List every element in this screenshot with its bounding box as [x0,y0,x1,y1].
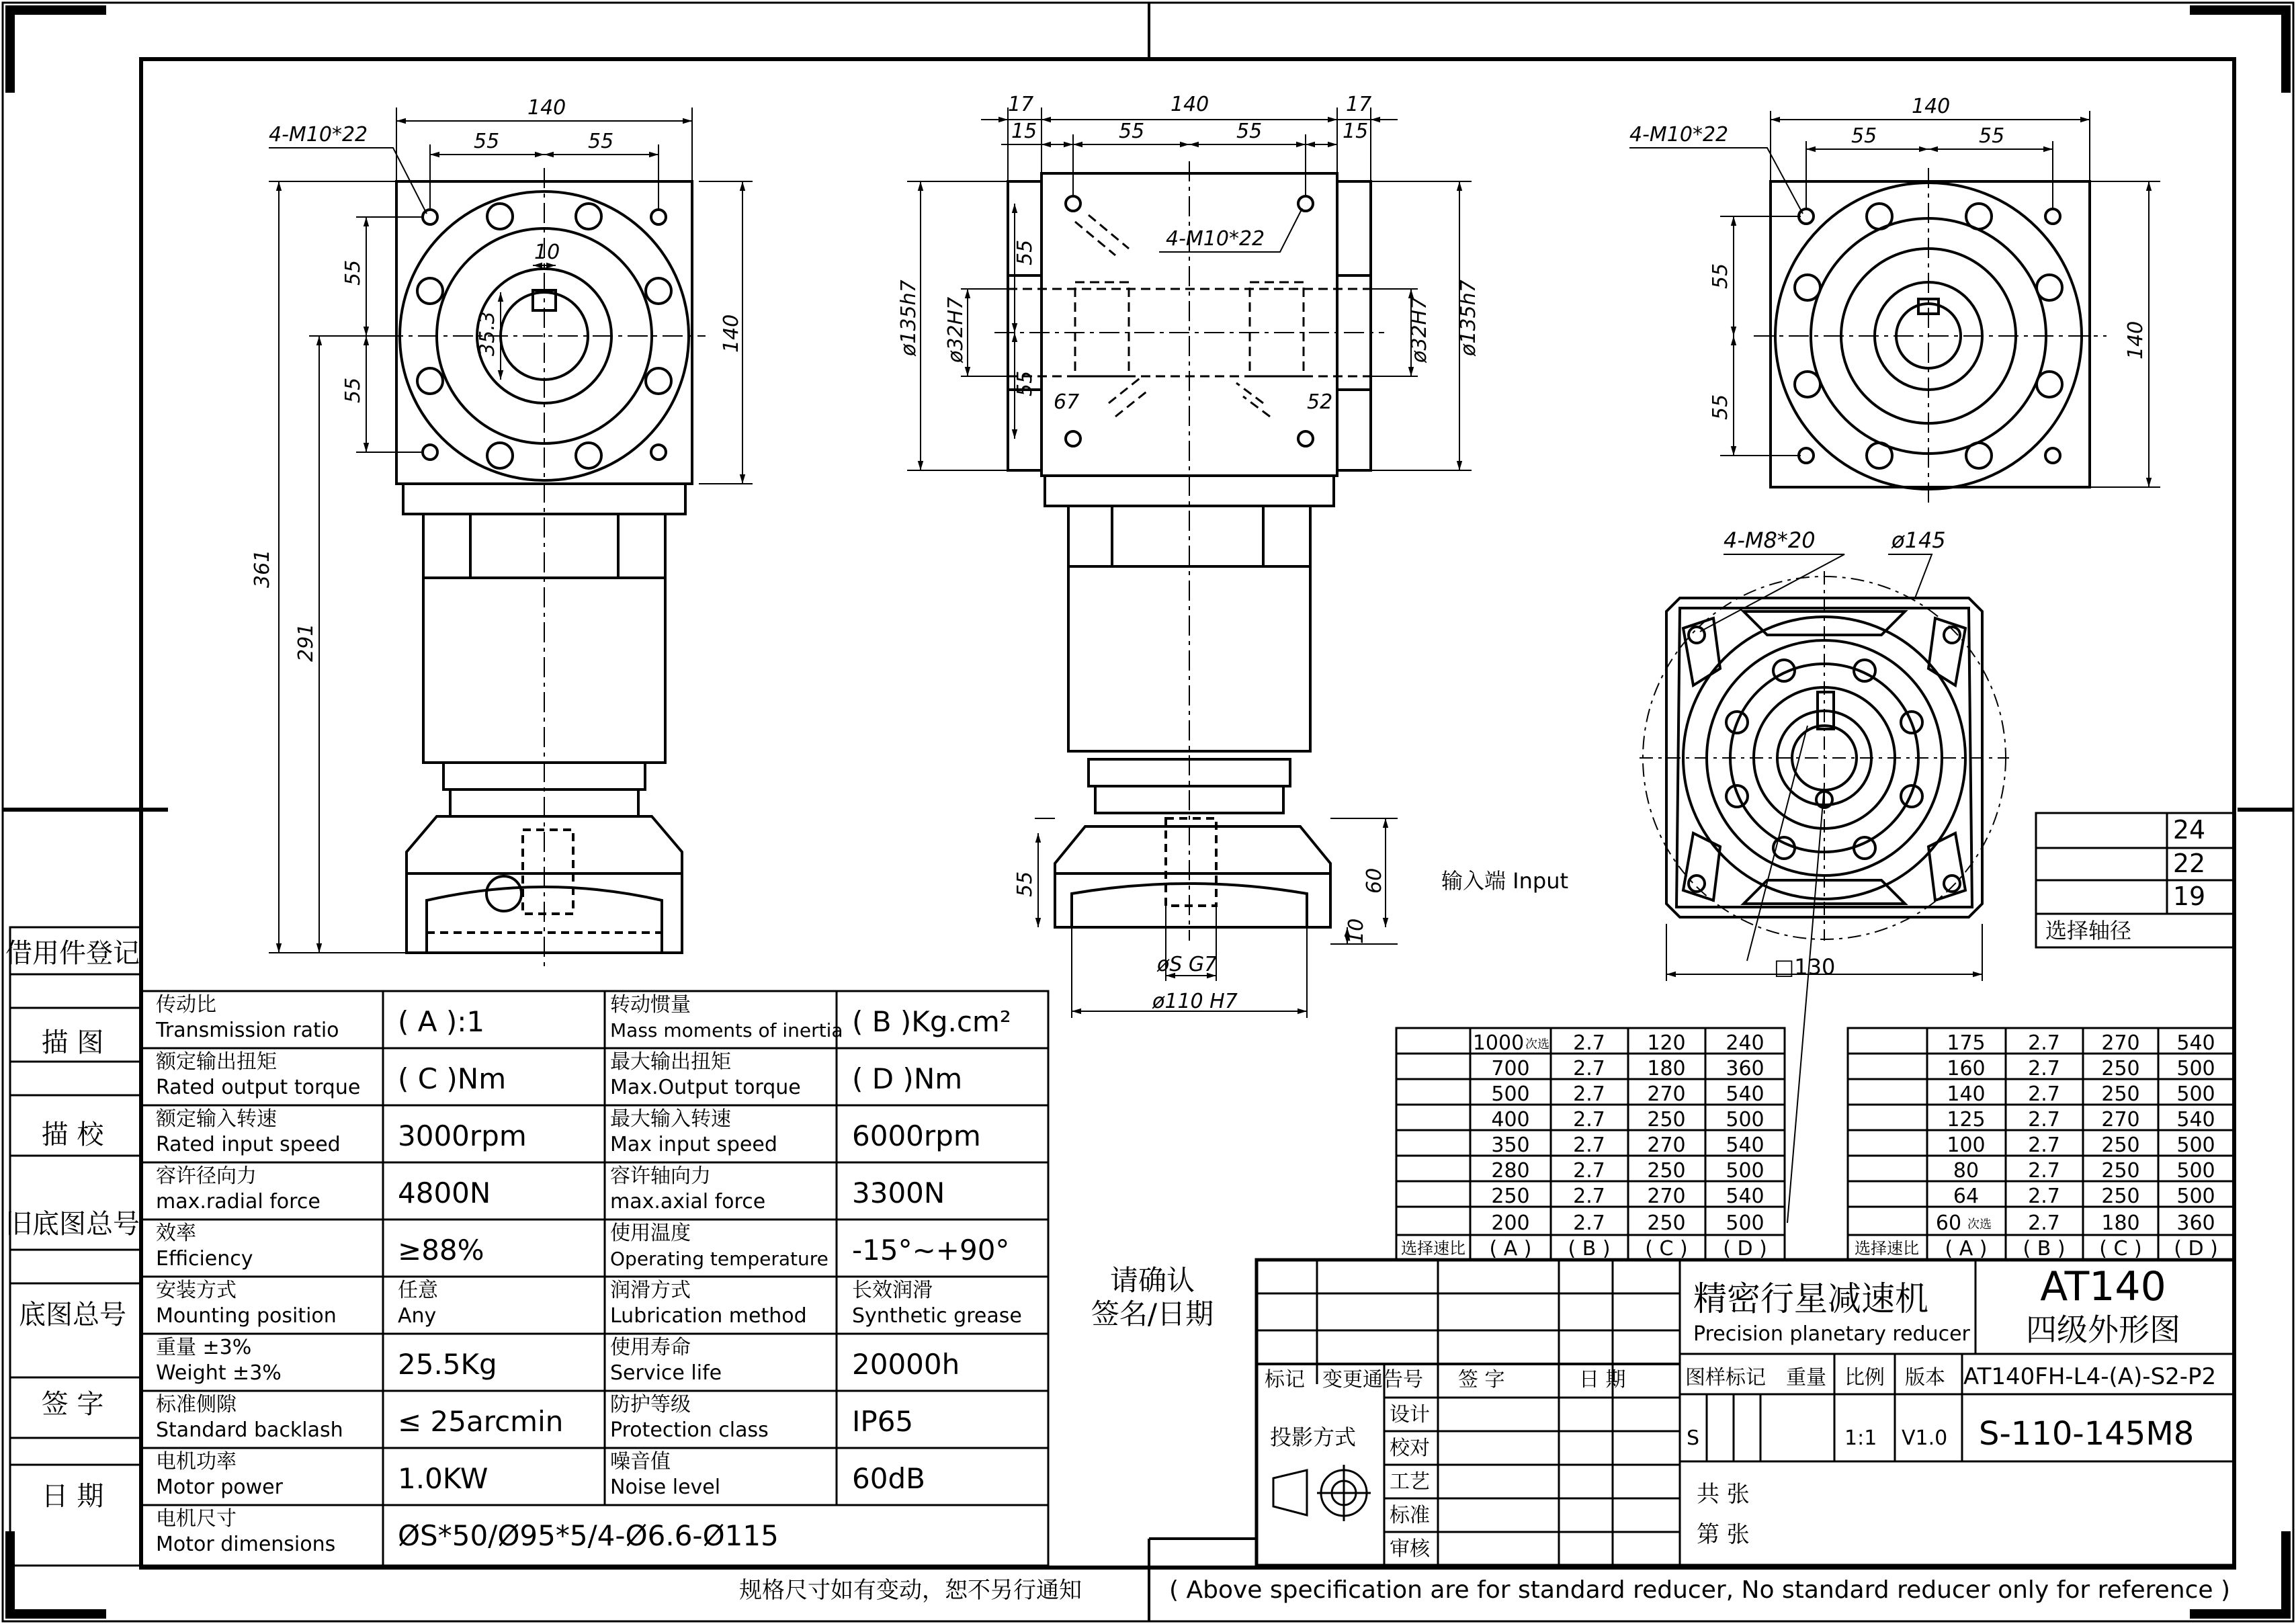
dim-right-140: 140 [1912,95,1951,118]
rr-7-note: 次选 [1967,1217,1992,1232]
rr-3-2: 270 [2101,1108,2140,1131]
ratio-table-right-text [1855,1031,2218,1260]
spec-v1b-5: Any [398,1304,437,1328]
dim-front-v55-a: 55 [1013,239,1037,265]
spec-cn1-2: 额定输入转速 [156,1107,277,1131]
confirm-line2: 签名/日期 [1091,1297,1214,1330]
rr-footer-b: ( B ) [2023,1237,2066,1260]
rr-2-0: 140 [1947,1082,1986,1106]
spec-cn1-4: 效率 [156,1222,196,1245]
rr-1-2: 250 [2101,1057,2140,1080]
rr-0-1: 2.7 [2028,1031,2060,1055]
rl-footer-a: ( A ) [1489,1237,1532,1260]
spec-cn1-1: 额定输出扭矩 [156,1050,277,1074]
spec-v2-3: 3300N [852,1177,945,1209]
rr-5-2: 250 [2101,1159,2140,1183]
rr-footer-d: ( D ) [2174,1237,2218,1260]
rl-footer-label: 选择速比 [1401,1239,1465,1258]
dim-side-291: 291 [294,623,318,662]
spec-v1-2: 3000rpm [398,1119,527,1152]
tb-col-weight: 重量 [1786,1366,1826,1390]
product-name-en: Precision planetary reducer [1693,1322,1970,1346]
rl-7-3: 500 [1726,1211,1764,1235]
spec-en2-2: Max input speed [610,1133,777,1156]
dim-front-dia32-left: ø32H7 [944,296,968,363]
tb-role-design: 设计 [1390,1403,1430,1426]
drawing-title: 四级外形图 [2026,1312,2180,1348]
rl-footer-d: ( D ) [1723,1237,1767,1260]
spec-v2-4: -15°~+90° [852,1234,1010,1267]
tb-hdr-notice: 变更通告号 [1322,1368,1423,1392]
rl-7-1: 2.7 [1573,1211,1605,1235]
spec-cn2-2: 最大输入转速 [610,1107,731,1131]
rr-0-2: 270 [2101,1031,2140,1055]
rr-footer-a: ( A ) [1945,1237,1988,1260]
rl-0-0: 1000 [1472,1031,1525,1055]
rl-4-2: 270 [1647,1134,1686,1157]
tb-role-process: 工艺 [1390,1470,1430,1494]
rl-2-3: 540 [1726,1082,1764,1106]
spec-cn-last: 电机尺寸 [156,1507,237,1531]
tb-projection: 投影方式 [1270,1424,1357,1450]
spec-en-last: Motor dimensions [156,1533,336,1556]
rl-6-1: 2.7 [1573,1185,1605,1208]
spec-v1-5: 任意 [398,1279,438,1302]
spec-en2-1: Max.Output torque [610,1076,801,1099]
spec-en2-8: Noise level [610,1476,721,1499]
ratio-table-left-text [1401,1031,1767,1260]
confirm-line1: 请确认 [1109,1264,1195,1297]
dim-front-dia-s: øS G7 [1157,953,1218,976]
dim-front-v55-b: 55 [1013,370,1037,396]
left-label-trace: 描 图 [41,1027,104,1058]
rr-3-1: 2.7 [2028,1108,2060,1131]
rl-4-0: 350 [1491,1134,1530,1157]
rl-0-1: 2.7 [1573,1031,1605,1055]
spec-cn1-7: 标准侧隙 [156,1393,237,1416]
rl-3-2: 250 [1647,1108,1686,1131]
spec-v1-7: ≤ 25arcmin [398,1405,564,1438]
rl-5-3: 500 [1726,1159,1764,1183]
rr-5-0: 80 [1953,1159,1980,1183]
spec-en1-4: Efficiency [156,1247,253,1271]
rr-6-0: 64 [1953,1185,1980,1208]
dim-front-holes: 4-M10*22 [1166,227,1265,251]
shaft-19: 19 [2172,882,2206,911]
spec-en1-3: max.radial force [156,1190,321,1213]
spec-cn1-5: 安装方式 [156,1279,237,1302]
rl-5-1: 2.7 [1573,1159,1605,1183]
rl-5-2: 250 [1647,1159,1686,1183]
dim-front-140: 140 [1171,93,1209,116]
tb-hdr-mark: 标记 [1265,1368,1305,1392]
tb-role-standard: 标准 [1390,1504,1430,1527]
rr-2-3: 500 [2176,1082,2215,1106]
spec-v1-3: 4800N [398,1177,491,1209]
dim-side-v55-a: 55 [341,259,365,286]
spec-cn1-8: 电机功率 [156,1450,237,1473]
spec-cn2-1: 最大输出扭矩 [610,1050,731,1074]
spec-cn2-3: 容许轴向力 [610,1164,711,1188]
spec-cn1-6: 重量 ±3% [156,1336,252,1359]
spec-cn1-0: 传动比 [156,993,216,1017]
spec-en1-5: Mounting position [156,1304,337,1328]
input-end-label: 输入端 Input [1441,868,1569,894]
product-name-cn: 精密行星减速机 [1693,1279,1928,1318]
rr-4-0: 100 [1947,1134,1986,1157]
rl-footer-b: ( B ) [1568,1237,1611,1260]
spec-en1-2: Rated input speed [156,1133,341,1156]
dim-front-52: 52 [1307,390,1333,414]
footer-note-cn: 规格尺寸如有变动，恕不另行通知 [739,1577,1082,1604]
dim-front-55-bottom: 55 [1013,871,1037,897]
tb-s-mark: S [1687,1426,1700,1450]
rl-0-3: 240 [1726,1031,1764,1055]
dim-side-holes: 4-M10*22 [269,123,368,146]
spec-v2-1: ( D )Nm [852,1062,963,1095]
spec-v1-8: 1.0KW [398,1462,488,1495]
dim-right-holes: 4-M10*22 [1629,123,1729,146]
rl-2-0: 500 [1491,1082,1530,1106]
spec-v2-0: ( B )Kg.cm² [852,1005,1011,1038]
left-label-check: 描 校 [41,1119,104,1150]
spec-cn2-0: 转动惯量 [610,993,691,1017]
rl-3-0: 400 [1491,1108,1530,1131]
rr-7-1: 2.7 [2028,1211,2060,1235]
rl-1-2: 180 [1647,1057,1686,1080]
rr-7-3: 360 [2176,1211,2215,1235]
rl-5-0: 280 [1491,1159,1530,1183]
right-view-dimensions [1629,111,2160,487]
rl-1-1: 2.7 [1573,1057,1605,1080]
dim-front-55-a: 55 [1119,120,1145,143]
spec-v2-7: IP65 [852,1405,914,1438]
spec-v2-2: 6000rpm [852,1119,981,1152]
projection-symbol [1273,1465,1371,1521]
rl-7-2: 250 [1647,1211,1686,1235]
confirm-box [1091,1264,1214,1330]
spec-v2-5: 长效润滑 [852,1279,933,1302]
rr-0-3: 540 [2176,1031,2215,1055]
dim-input-square130: □130 [1774,954,1836,980]
rl-footer-c: ( C ) [1645,1237,1688,1260]
spec-table-text [155,993,1022,1556]
dim-front-67: 67 [1054,390,1080,414]
spec-en1-0: Transmission ratio [156,1019,339,1042]
rr-6-1: 2.7 [2028,1185,2060,1208]
dim-front-dia32-right: ø32H7 [1408,296,1431,363]
spec-en2-7: Protection class [610,1418,769,1442]
shaft-24: 24 [2172,815,2206,845]
spec-cn1-3: 容许径向力 [156,1164,257,1188]
spec-cn2-8: 噪音值 [610,1450,671,1473]
rr-1-1: 2.7 [2028,1057,2060,1080]
left-label-date: 日 期 [41,1481,104,1512]
dim-side-361: 361 [251,549,274,588]
dim-right-55-a: 55 [1851,124,1877,148]
rr-6-2: 250 [2101,1185,2140,1208]
left-label-borrow: 借用件登记 [5,938,140,969]
tb-model-code: AT140FH-L4-(A)-S2-P2 [1963,1363,2217,1390]
spec-v1-4: ≥88% [398,1234,484,1267]
rr-3-3: 540 [2176,1108,2215,1131]
spec-en2-0: Mass moments of inertia [610,1019,843,1041]
rl-6-0: 250 [1491,1185,1530,1208]
dim-front-dia110: ø110 H7 [1152,990,1238,1013]
tb-role-approve: 审核 [1390,1537,1430,1561]
spec-v2b-5: Synthetic grease [852,1304,1022,1328]
spec-en1-7: Standard backlash [156,1418,343,1442]
left-label-old-total: 旧底图总号 [5,1209,140,1240]
spec-v2-6: 20000h [852,1348,960,1381]
rl-6-3: 540 [1726,1185,1764,1208]
dim-right-v55-a: 55 [1709,263,1732,289]
dim-front-17-a: 17 [1008,93,1034,116]
tb-sheets-total: 共 张 [1697,1481,1750,1508]
tb-sheet-number: 第 张 [1697,1521,1750,1548]
rr-1-0: 160 [1947,1057,1986,1080]
rr-footer-c: ( C ) [2099,1237,2142,1260]
tb-hdr-date: 日 期 [1579,1368,1626,1392]
spec-en1-8: Motor power [156,1476,283,1499]
dim-side-140: 140 [527,96,566,120]
rr-2-1: 2.7 [2028,1082,2060,1106]
dim-front-15-b: 15 [1343,120,1369,143]
dim-front-dia135-left: ø135h7 [897,280,921,356]
rl-1-0: 700 [1491,1057,1530,1080]
rl-1-3: 360 [1726,1057,1764,1080]
dim-side-key-10: 10 [534,241,560,264]
rr-4-3: 500 [2176,1134,2215,1157]
dim-input-dia145: ø145 [1891,527,1946,553]
dim-right-55-b: 55 [1979,124,2005,148]
dim-right-height-140: 140 [2124,320,2148,359]
spec-v1-0: ( A ):1 [398,1005,485,1038]
rr-5-1: 2.7 [2028,1159,2060,1183]
dim-front-55-b: 55 [1236,120,1263,143]
spec-cn2-7: 防护等级 [610,1393,691,1416]
spec-en2-3: max.axial force [610,1190,766,1213]
tb-role-check: 校对 [1390,1437,1430,1460]
rr-7-2: 180 [2101,1211,2140,1235]
spec-cn2-6: 使用寿命 [610,1336,691,1359]
spec-v2-8: 60dB [852,1462,925,1495]
model-name: AT140 [2040,1263,2166,1310]
rl-0-note: 次选 [1525,1037,1549,1052]
left-label-total: 底图总号 [19,1299,126,1330]
tb-hdr-sign: 签 字 [1458,1368,1505,1392]
rr-3-0: 125 [1947,1108,1986,1131]
spec-en2-6: Service life [610,1361,722,1385]
rr-footer-label: 选择速比 [1855,1239,1919,1258]
rr-1-3: 500 [2176,1057,2215,1080]
rr-7-0: 60 [1935,1211,1962,1235]
tb-part-number: S-110-145M8 [1979,1415,2195,1453]
rl-4-3: 540 [1726,1134,1764,1157]
left-label-sign: 签 字 [41,1389,104,1420]
spec-cn2-4: 使用温度 [610,1222,691,1245]
title-block-text [1265,1263,2216,1561]
rr-4-1: 2.7 [2028,1134,2060,1157]
rl-3-3: 500 [1726,1108,1764,1131]
rl-4-1: 2.7 [1573,1134,1605,1157]
footer-note-en: ( Above specification are for standard reducer, No standard reducer only for reference ) [1169,1576,2231,1604]
tb-version-value: V1.0 [1902,1426,1948,1450]
rl-7-0: 200 [1491,1211,1530,1235]
dim-front-60: 60 [1363,867,1386,894]
rr-2-2: 250 [2101,1082,2140,1106]
shaft-table-label: 选择轴径 [2045,918,2132,943]
spec-v1-1: ( C )Nm [398,1062,507,1095]
dim-side-55-a: 55 [474,130,500,153]
rl-2-1: 2.7 [1573,1082,1605,1106]
spec-cn2-5: 润滑方式 [610,1279,691,1302]
tb-col-scale: 比例 [1844,1366,1885,1390]
rl-3-1: 2.7 [1573,1108,1605,1131]
spec-motor-dimensions-value: ØS*50/Ø95*5/4-Ø6.6-Ø115 [398,1519,779,1552]
dim-side-key-353: 35.3 [476,311,499,356]
shaft-22: 22 [2172,849,2206,878]
rr-6-3: 500 [2176,1185,2215,1208]
dim-right-v55-b: 55 [1709,394,1732,420]
spec-en1-1: Rated output torque [156,1076,361,1099]
side-view-centerlines [383,168,706,968]
rr-5-3: 500 [2176,1159,2215,1183]
tb-col-version: 版本 [1905,1366,1945,1390]
dim-input-holes: 4-M8*20 [1724,527,1816,553]
spec-v1-6: 25.5Kg [398,1348,497,1381]
spec-en2-4: Operating temperature [610,1248,828,1270]
dim-side-55-b: 55 [588,130,614,153]
spec-en2-5: Lubrication method [610,1304,807,1328]
dim-front-15-a: 15 [1011,120,1037,143]
dim-front-10: 10 [1345,918,1368,944]
dim-side-v55-b: 55 [341,377,365,403]
front-view-centerlines [994,161,1384,941]
spec-en1-6: Weight ±3% [156,1361,282,1385]
dim-side-height-140: 140 [720,314,743,353]
rl-6-2: 270 [1647,1185,1686,1208]
rl-0-2: 120 [1647,1031,1686,1055]
dim-front-17-b: 17 [1346,93,1372,116]
left-column-labels [5,938,140,1512]
left-revision-column [10,927,141,1566]
tb-scale-value: 1:1 [1844,1426,1877,1450]
dim-front-dia135-right: ø135h7 [1457,280,1480,356]
rr-0-0: 175 [1947,1031,1986,1055]
footer-notes [739,1576,2230,1604]
tb-col-pattern: 图样标记 [1685,1366,1766,1390]
rl-2-2: 270 [1647,1082,1686,1106]
rr-4-2: 250 [2101,1134,2140,1157]
